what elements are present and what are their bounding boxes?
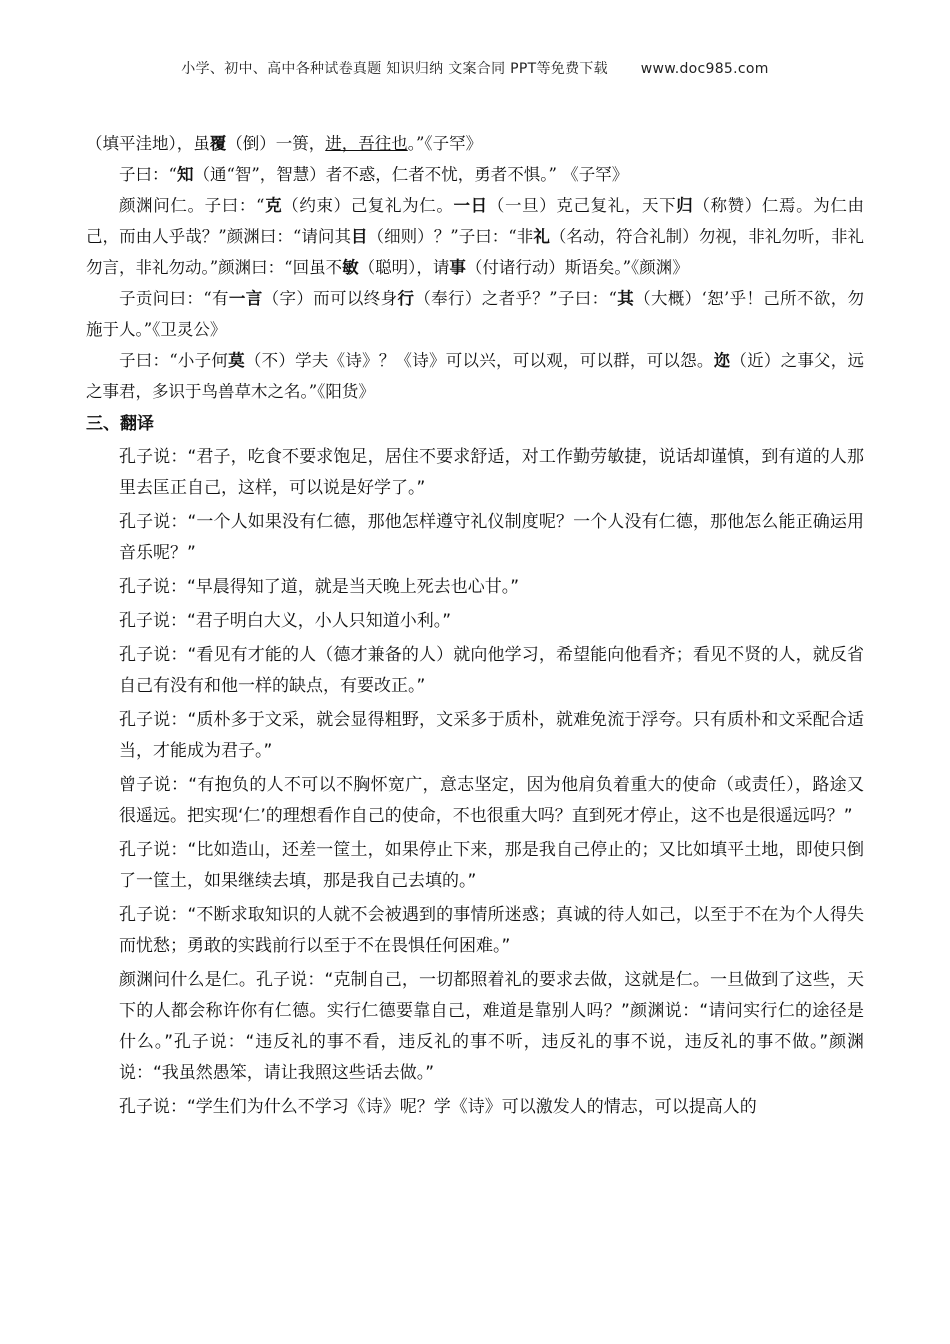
- translation-paragraph: 曾子说：“有抱负的人不可以不胸怀宽广，意志坚定，因为他肩负着重大的使命（或责任），路途又很遥远。把实现‘仁’的理想看作自己的使命，不也很重大吗？直到死才停止，这不也是很遥远吗？”: [119, 775, 864, 826]
- translation-paragraph: 孔子说：“质朴多于文采，就会显得粗野，文采多于质朴，就难免流于浮夸。只有质朴和文采配合适当，才能成为君子。”: [119, 710, 864, 761]
- text-run: 子曰：“小子何: [119, 351, 229, 370]
- translation-paragraph: 孔子说：“比如造山，还差一筐土，如果停止下来，那是我自己停止的；又比如填平土地，即使只倒了一筐土，如果继续去填，那是我自己去填的。”: [119, 840, 864, 891]
- text-run: 。”《子罕》: [407, 134, 483, 153]
- keyword-text: 一言: [228, 289, 263, 308]
- underlined-text: 进，吾往也: [325, 134, 408, 153]
- keyword-text: 莫: [228, 351, 245, 370]
- keyword-text: 敏: [342, 258, 359, 277]
- page-header: [0, 58, 950, 78]
- translation-paragraph: 孔子说：“一个人如果没有仁德，那他怎样遵守礼仪制度呢？一个人没有仁德，那他怎么能正确运用音乐呢？”: [119, 512, 864, 563]
- text-run: （聪明），请: [358, 258, 450, 277]
- keyword-text: 其: [616, 289, 635, 308]
- translation-paragraph: 孔子说：“君子明白大义，小人只知道小利。”: [119, 611, 452, 631]
- keyword-text: 迩: [713, 351, 731, 370]
- text-run: （大概）‘恕’乎！己所不欲，勿施于人。”《卫灵公》: [86, 289, 865, 339]
- text-run: （字）而可以终身: [262, 289, 398, 308]
- classical-paragraph: [86, 128, 864, 159]
- text-run: （名动，符合礼制）勿视，非礼勿听，非礼勿言，非礼勿动。”颜渊曰：“回虽不: [86, 227, 865, 277]
- text-run: 颜渊问仁。子曰：“: [119, 196, 265, 215]
- keyword-text: 事: [449, 258, 466, 277]
- keyword-text: 克: [264, 196, 283, 215]
- translation-paragraph: 颜渊问什么是仁。孔子说：“克制自己，一切都照着礼的要求去做，这就是仁。一旦做到了这些，天下的人都会称许你有仁德。实行仁德要靠自己，难道是靠别人吗？”颜渊说：“请问实行仁的途径是什么。”孔子说：“违反礼的事不看，违反礼的事不听，违反礼的事不说，违反礼的事不做。”颜渊说：“我虽然愚笨，请让我照这些话去做。”: [119, 970, 864, 1083]
- classical-paragraph: [86, 159, 864, 190]
- keyword-text: 礼: [533, 227, 550, 246]
- text-run: （一旦）克己复礼，天下: [487, 196, 677, 215]
- translation-paragraph: 孔子说：“不断求取知识的人就不会被遇到的事情所迷惑；真诚的待人如己，以至于不在为个人得失而忧愁；勇敢的实践前行以至于不在畏惧任何困难。”: [119, 905, 864, 956]
- keyword-text: 目: [351, 227, 368, 246]
- classical-text-section: [86, 128, 864, 407]
- text-run: （填平洼地），虽: [86, 134, 210, 153]
- classical-paragraph: [86, 283, 864, 345]
- text-run: 子贡问曰：“有: [119, 289, 229, 308]
- classical-paragraph: [86, 345, 864, 407]
- text-run: （倒）一篑，: [226, 134, 326, 153]
- section-heading: 三、翻译: [86, 414, 154, 434]
- translation-paragraph: 孔子说：“学生们为什么不学习《诗》呢？学《诗》可以激发人的情志，可以提高人的: [119, 1097, 757, 1117]
- text-run: （不）学夫《诗》？《诗》可以兴，可以观，可以群，可以怨。: [244, 351, 714, 370]
- header-site-link[interactable]: www.doc985.com: [640, 61, 769, 77]
- text-run: （通“智”，智慧）者不惑，仁者不忧，勇者不惧。” 《子罕》: [193, 165, 629, 184]
- keyword-text: 一日: [453, 196, 488, 215]
- keyword-text: 覆: [209, 134, 227, 153]
- translation-paragraph: 孔子说：“早晨得知了道，就是当天晚上死去也心甘。”: [119, 577, 520, 597]
- text-run: （奉行）之者乎？”子曰：“: [414, 289, 617, 308]
- header-text: 小学、初中、高中各种试卷真题 知识归纳 文案合同 PPT等免费下载: [181, 61, 608, 77]
- document-body: [86, 128, 864, 1126]
- text-run: （约束）己复礼为仁。: [282, 196, 454, 215]
- keyword-text: 知: [176, 165, 194, 184]
- translation-paragraph: 孔子说：“看见有才能的人（德才兼备的人）就向他学习，希望能向他看齐；看见不贤的人，就反省自己有没有和他一样的缺点，有要改正。”: [119, 645, 864, 696]
- text-run: （称赞）仁焉。为仁由己，而由人乎哉？”颜渊曰：“请问其: [86, 196, 865, 246]
- keyword-text: 归: [676, 196, 694, 215]
- keyword-text: 行: [397, 289, 415, 308]
- text-run: （付诸行动）斯语矣。”《颜渊》: [465, 258, 689, 277]
- text-run: 子曰：“: [119, 165, 177, 184]
- translation-paragraph: 孔子说：“君子，吃食不要求饱足，居住不要求舒适，对工作勤劳敏捷，说话却谨慎，到有道的人那里去匡正自己，这样，可以说是好学了。”: [119, 447, 864, 498]
- translation-section: [86, 442, 864, 1123]
- classical-paragraph: [86, 190, 864, 283]
- text-run: （近）之事父，远之事君，多识于鸟兽草木之名。”《阳货》: [86, 351, 865, 401]
- text-run: （细则）？”子曰：“非: [367, 227, 534, 246]
